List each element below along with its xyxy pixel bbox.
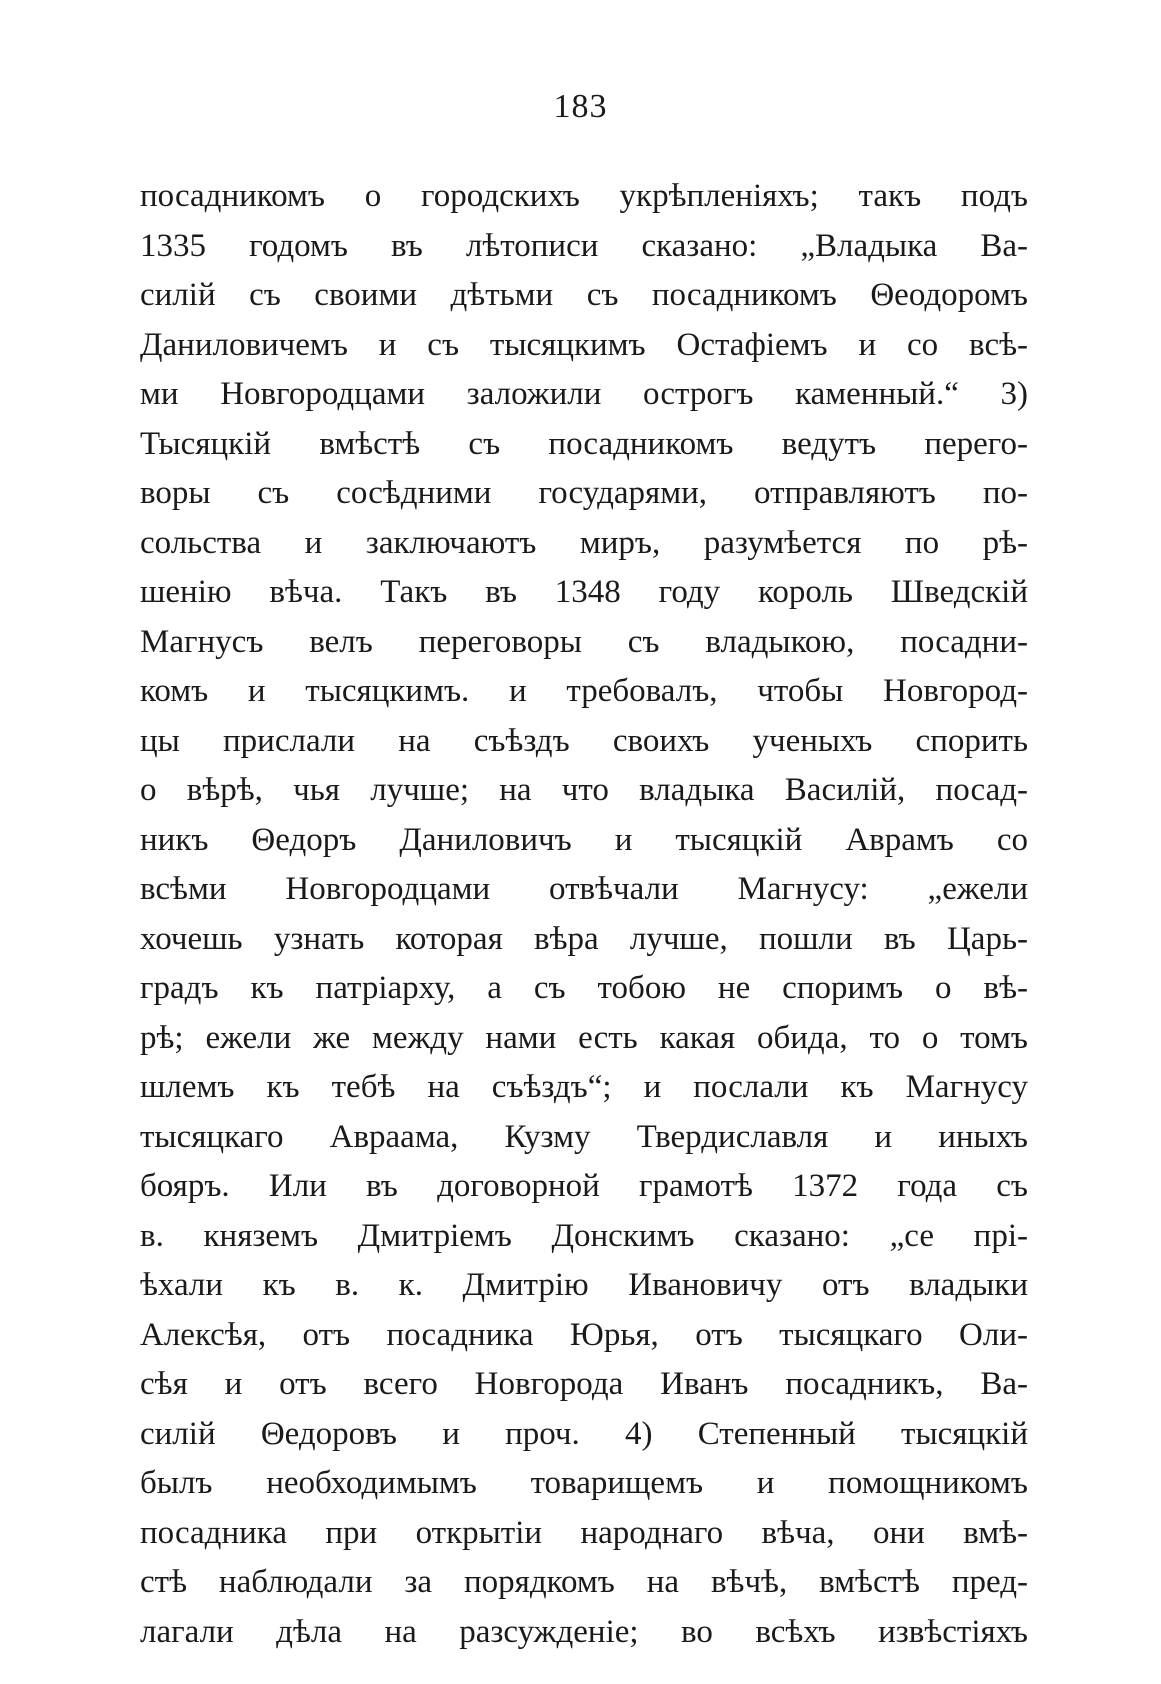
text-line: тысяцкаго Авраама, Кузму Твердиславля и иныхъ [140, 1118, 1028, 1155]
text-line: бояръ. Или въ договорной грамотѣ 1372 года съ [140, 1168, 1028, 1204]
text-line: стѣ наблюдали за порядкомъ на вѣчѣ, вмѣстѣ пред- [140, 1564, 1028, 1600]
text-line: комъ и тысяцкимъ. и требовалъ, чтобы Новгород- [140, 673, 1028, 709]
text-line: былъ необходимымъ товарищемъ и помощникомъ [140, 1465, 1028, 1501]
text-line: лагали дѣла на разсужденіе; во всѣхъ извѣстіяхъ [140, 1613, 1028, 1650]
text-line: сольства и заключаютъ миръ, разумѣется по рѣ- [140, 524, 1028, 561]
text-line: в. княземъ Дмитріемъ Донскимъ сказано: „се прі- [140, 1217, 1028, 1254]
text-line: хочешь узнать которая вѣра лучше, пошли въ Царь- [140, 920, 1028, 957]
text-line: ми Новгородцами заложили острогъ каменный.“ 3) [140, 376, 1028, 412]
text-line: Алексѣя, отъ посадника Юрья, отъ тысяцкаго Оли- [140, 1316, 1028, 1353]
text-line: Даниловичемъ и съ тысяцкимъ Остафіемъ и со всѣ- [140, 326, 1028, 363]
text-line: силій Θедоровъ и проч. 4) Степенный тысяцкій [140, 1415, 1028, 1452]
text-line: никъ Θедоръ Даниловичъ и тысяцкій Аврамъ со [140, 821, 1028, 858]
text-line: посадникомъ о городскихъ укрѣпленіяхъ; такъ подъ [140, 178, 1028, 214]
text-line: рѣ; ежели же между нами есть какая обида, то о томъ [140, 1019, 1028, 1056]
text-line: градъ къ патріарху, а съ тобою не споримъ о вѣ- [140, 970, 1028, 1006]
text-line: о вѣрѣ, чья лучше; на что владыка Василій, посад- [140, 772, 1028, 808]
page-number: 183 [553, 88, 608, 125]
text-line: воры съ сосѣдними государями, отправляютъ по- [140, 475, 1028, 511]
text-line: Магнусъ велъ переговоры съ владыкою, посадни- [140, 623, 1028, 660]
text-line: силій съ своими дѣтьми съ посадникомъ Θеодоромъ [140, 277, 1028, 313]
text-line: шлемъ къ тебѣ на съѣздъ“; и послали къ Магнусу [140, 1069, 1028, 1105]
text-line: цы прислали на съѣздъ своихъ ученыхъ спорить [140, 722, 1028, 759]
text-line: 1335 годомъ въ лѣтописи сказано: „Владыка Ва- [140, 227, 1028, 264]
text-line: сѣя и отъ всего Новгорода Иванъ посадникъ, Ва- [140, 1366, 1028, 1402]
text-line: Тысяцкій вмѣстѣ съ посадникомъ ведутъ перего- [140, 425, 1028, 462]
text-line: всѣми Новгородцами отвѣчали Магнусу: „ежели [140, 871, 1028, 907]
body-text [140, 172, 1028, 1657]
text-line: шенію вѣча. Такъ въ 1348 году король Шведскій [140, 574, 1028, 610]
text-line: ѣхали къ в. к. Дмитрію Ивановичу отъ владыки [140, 1267, 1028, 1303]
text-line: посадника при открытіи народнаго вѣча, они вмѣ- [140, 1514, 1028, 1551]
